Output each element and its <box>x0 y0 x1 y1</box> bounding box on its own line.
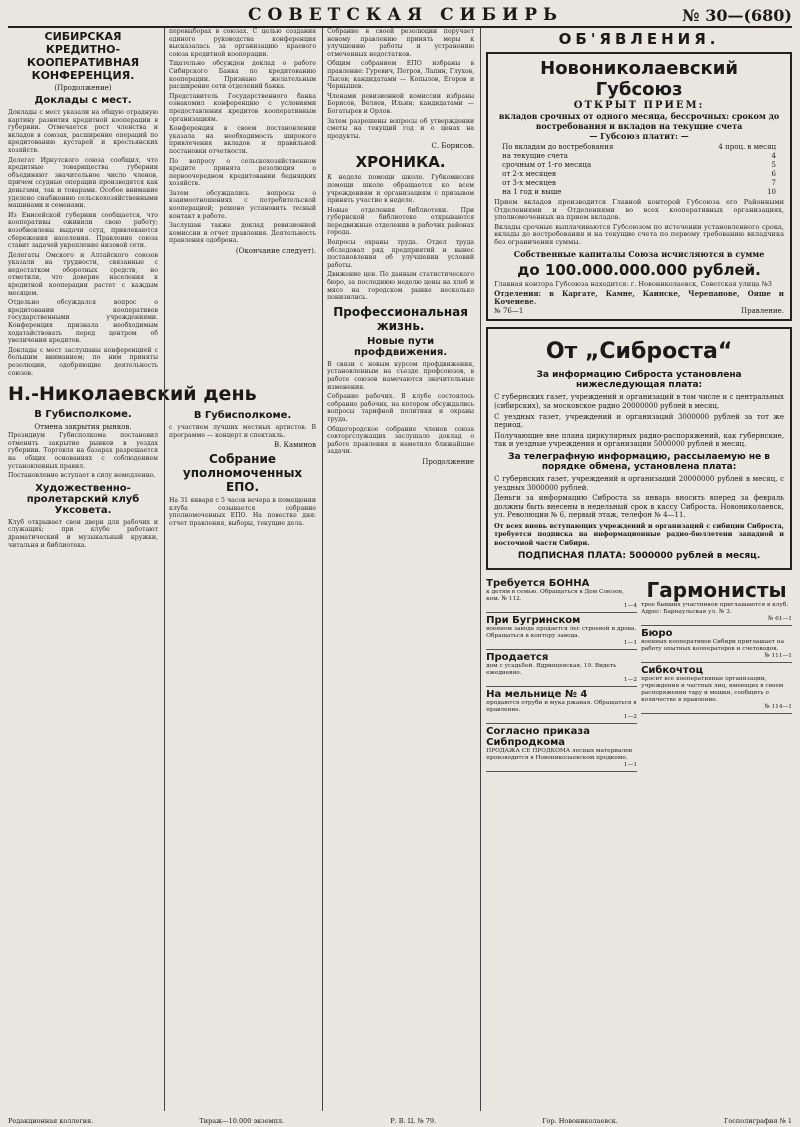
signature: С. Борисов. <box>431 142 475 151</box>
article-paragraph: Новые отделения библиотеки. При губернской библиотеке открываются передвижные отделения в рабочих районах города. <box>327 206 475 237</box>
rates-table <box>502 143 776 197</box>
ads-header: ОБ'ЯВЛЕНИЯ. <box>558 30 720 48</box>
sibrosta-paragraph: Деньги за информацию Сиброста за январь вносить вперед за февраль должны быть внесены в недельный срок в кассу Сиброста. Новониколаевск, ул. Революции № 6, первый этаж, телефон № 4—11. <box>494 494 784 520</box>
small-ad: На мельнице № 4 продаются отруби и мука ржаная. Обращаться в правление. 1—2 <box>486 687 637 724</box>
rate-row: от 2-х месяцев 6 <box>502 170 776 178</box>
article-paragraph: Конференция в своем постановлении указала на необходимость широкого привлечения вкладов и правильной постановки отчетности. <box>169 125 317 155</box>
open-notice: ОТКРЫТ ПРИЕМ: <box>573 100 705 111</box>
footer-city: Гор. Новониколаевск. <box>542 1117 618 1125</box>
article-paragraph: Членами ревизионной комиссии избраны Борисов, Веляев, Ильин; кандидатами — Богатырев и Орлов. <box>327 92 475 115</box>
section-heading: Художественно-пролетарский клуб Уксовета. <box>26 482 140 516</box>
small-ads-right <box>641 576 792 772</box>
city-day-headline: Н.-Николаевский день <box>8 383 257 406</box>
signature: В. Каминов <box>273 441 317 450</box>
article-paragraph: Отдельно обсуждался вопрос о кредитовании кооперативов государственными учреждениями. Конференция признала необходимым ходатайствовать перед центром об увеличении кредитов. <box>8 299 158 345</box>
article-paragraph: Тщательно обсужден доклад о работе Сибирского Банка по кредитованию кооперации. Признано желательным расширение сети отделений банка. <box>169 60 317 91</box>
sibrosta-paragraph: С уездных газет, учреждений и организаций 3000000 рублей за тот же период. <box>494 412 784 430</box>
article-paragraph: Клуб открывает свои двери для рабочих и служащих; при клубе работают драматический и музыкальный кружки, читальня и библиотека. <box>8 518 158 549</box>
article-paragraph: перевыборах в союзах. С целью создания единого руководства конференция высказалась за организацию краевого союза кредитной кооперации. <box>169 28 317 58</box>
subscription-price: ПОДПИСНАЯ ПЛАТА: 5000000 рублей в месяц. <box>517 550 761 561</box>
branches-list: Отделения: в Каргате, Камне, Каинске, Черепанове, Ояше и Кочеиеве. <box>494 289 784 306</box>
article-paragraph: с участием лучших местных артистов. В программе — концерт и спектакль. <box>169 424 317 439</box>
capital-amount: до 100.000.000.000 рублей. <box>517 260 761 279</box>
sibrosta-title: От „Сиброста“ <box>545 339 733 365</box>
small-ad: Продается дом с усадьбой. Ядринцевская, 19. Видеть ежедневно. 1—2 <box>486 650 637 687</box>
small-ad: Требуется БОННА к детям в семью. Обращаться в Дом Союзов, ком. № 112. 1—4 <box>486 576 637 613</box>
article-paragraph: Делегат Иркутского союза сообщил, что кредитные товарищества губернии объединяют значительное число членов, причем ссудные операции производятся как деньгами, так и товарами. Особое внимание уделено снабжению сельскохозяйственными машинами и семенами. <box>8 156 158 210</box>
small-ad: При Бугринском военном заводе продается лес строевой и дрова. Обращаться в контору завода. 1—1 <box>486 613 637 650</box>
pays-heading: — Губсоюз платит: — <box>589 131 689 141</box>
article-paragraph: Затем разрешены вопросы об утверждении сметы на текущий год и о ценах на продукты. <box>327 117 475 140</box>
article-paragraph: Заслушан также доклад ревизионной комиссии и отчет правления. Деятельность правления одобрена. <box>169 222 317 245</box>
payout-note: Вклады срочные выплачиваются Губсоюзом по истечении установленного срока, вклады до востребования и на текущие счета по первому требованию вкладчика без ограничения суммы. <box>494 222 784 246</box>
small-ad: Сибкочтоц просит все кооперативные организации, учреждения и частных лиц, имеющих в своем распоряжении тару и мешки, сообщить о количестве в правление. № 114—1 <box>641 663 792 714</box>
rate-row: срочным от 1-го месяца 5 <box>502 161 776 169</box>
sibrosta-heading: За телеграфную информацию, рассылаемую не в порядке обмена, установлена плата: <box>508 451 770 472</box>
footer-rvts: Р. В. Ц. № 79. <box>390 1117 437 1125</box>
sibrosta-paragraph: Получающие вне плана циркулярных радио-распоряжений, как губернские, так и уездные учреждения и организации 5000000 рублей в месяц. <box>494 431 784 449</box>
sibrosta-paragraph: С губернских газет, учреждений и организаций в том числе и с центральных (сибирских), за московское радио 20000000 рублей в месяц. <box>494 393 784 410</box>
meeting-headline: Собрание уполномоченных ЕПО. <box>182 452 303 495</box>
small-ad: Гармонисты трое бывших участников приглашаются в клуб. Адрес: Барнаульская ул. № 3. № 61—1 <box>641 576 792 626</box>
article-paragraph: Доклады с мест заслушаны конференцией с большим вниманием; по ним приняты резолюции, одобряющие деятельность союзов. <box>8 346 158 377</box>
ad-number: № 76—1 <box>494 307 524 316</box>
ad-footer <box>494 307 784 315</box>
masthead-title: СОВЕТСКАЯ СИБИРЬ <box>248 5 564 25</box>
ads-column <box>480 28 792 1111</box>
section-subheading: Отмена закрытия рынков. <box>34 423 132 432</box>
conference-headline: СИБИРСКАЯ КРЕДИТНО-КООПЕРАТИВНАЯ КОНФЕРЕНЦИЯ. <box>26 30 140 82</box>
small-ad: Согласно приказа Сибпродкома ПРОДАЖА СЕ ПРОДКОМА лесных материалов производится в Новониколаевском продкоме. 1—1 <box>486 724 637 772</box>
union-life-headline: Профессиональная жизнь. <box>333 304 468 333</box>
masthead <box>8 4 792 28</box>
to-be-continued: (Окончание следует). <box>235 247 317 256</box>
rate-row: от 3-х месяцев 7 <box>502 179 776 187</box>
article-paragraph: Собрание в своей резолюции поручает новому правлению принять меры к улучшению работы и устранению отмеченных недостатков. <box>327 28 475 58</box>
rate-row: на текущие счета 4 <box>502 152 776 160</box>
footer-typography: Госполиграфия № 1 <box>724 1117 792 1125</box>
article-paragraph: Президиум Губисполкома постановил отменить закрытие рынков в уездах губернии. Торговля на базарах разрешается на общих основаниях с соблюдением установленных правил. <box>8 432 158 470</box>
article-paragraph: Общегородское собрание членов союза совторгслужащих заслушало доклад о работе правления и наметило ближайшие задачи. <box>327 425 475 456</box>
ad-sign: Правление. <box>741 307 784 316</box>
article-paragraph: По вопросу о сельскохозяйственном кредите принята резолюция о первоочередном кредитовании бедняцких хозяйств. <box>169 157 317 188</box>
section-heading: Доклады с мест. <box>34 95 132 106</box>
spacer <box>169 257 316 407</box>
small-ad: Бюро военных кооперативов Сибири приглашает на работу опытных кооператоров и счетоводов. № 111—1 <box>641 626 792 663</box>
column-3 <box>322 28 474 1111</box>
article-paragraph: Постановление вступает в силу немедленно. <box>8 472 156 480</box>
article-paragraph: Представитель Государственного банка ознакомил конференцию с условиями предоставления кредитов кооперативным организациям. <box>169 92 317 123</box>
rate-row: на 1 год и выше 10 <box>502 188 776 196</box>
columns <box>8 28 792 1111</box>
page-footer <box>8 1117 792 1125</box>
small-ads-left <box>486 576 637 772</box>
footer-editor: Редакционная коллегия. <box>8 1117 94 1125</box>
gubsoyuz-ad <box>486 52 792 321</box>
head-office-address: Главная контора Губсоюза находится: г. Новониколаевск, Советская улица №3 <box>494 279 772 288</box>
rate-row: По вкладам до востребования 4 проц. в месяц <box>502 143 776 151</box>
article-paragraph: Доклады с мест указали на общую отрадную картину развития кредитной кооперации в губернии. Отмечается рост членства и вкладов в союзах, расширение операций по кредитованию кустарей и крестьянских хозяйств. <box>8 109 158 154</box>
continuation-mark: Продолжение <box>422 457 475 466</box>
sibrosta-paragraph: От всех вновь вступающих учреждений и организаций с сибиции Сиброста, требуется подписка на информационные радио-бюллетени западной и восточной части Сибири. <box>494 521 784 548</box>
article-paragraph: Общим собранием ЕПО избраны в правление: Гуревич, Петров, Лапин, Глухов, Лысов; кандидатами — Копылов, Егоров и Чернышев. <box>327 60 475 91</box>
section-heading: В Губисполкоме. <box>193 410 292 422</box>
chronicle-headline: ХРОНИКА. <box>355 153 446 172</box>
article-paragraph: На 31 января с 5 часов вечера в помещении клуба созывается собрание уполномоченных ЕПО. На повестке дня: отчет правления, выборы, текущие дела. <box>169 497 317 527</box>
sibrosta-paragraph: С губернских газет, учреждений и организаций 20000000 рублей в месяц, с уездных 3000000 рублей. <box>494 474 784 492</box>
continuation-note: (Продолжение) <box>54 84 112 92</box>
article-paragraph: К неделе помощи школе. Губкомиссия помощи школе обращается ко всем учреждениям и организациям с призывом принять участие в неделе. <box>327 174 475 205</box>
column-2 <box>164 28 316 1111</box>
article-paragraph: Из Енисейской губернии сообщается, что кооперативы оживили свою работу; возобновлены выдачи ссуд, привлекаются сбережения населения. Правление союза ставит задачей укрепление низовой сети. <box>8 211 158 250</box>
issue-number: № 30—(680) <box>682 5 792 25</box>
article-paragraph: Собрание рабочих. В клубе состоялось собрание рабочих, на котором обсуждались вопросы тарифной политики и охраны труда. <box>327 393 475 423</box>
section-subheading: Новые пути профдвижения. <box>354 335 448 358</box>
footer-print-run: Тираж—10.000 экземпл. <box>199 1117 285 1125</box>
own-capital-label: Собственные капиталы Союза исчисляются в сумме <box>513 248 765 259</box>
small-ads <box>486 576 792 772</box>
deposit-kinds: вкладов срочных от одного месяца, бессрочных: сроком до востребования и вкладов на текущие счета <box>498 111 780 131</box>
deposit-note: Прием вкладов производится Главной конторой Губсоюза его Районными Отделениями и Отделениями во всех кооперативных организациях, уполномоченных на прием вкладов. <box>494 198 784 222</box>
article-paragraph: Движение цен. По данным статистического бюро, за последнюю неделю цены на хлеб и мясо на городском рынке несколько понизились. <box>327 271 475 302</box>
sibrosta-ad <box>486 327 792 569</box>
article-paragraph: Затем обсуждались вопросы о взаимоотношениях с потребительской кооперацией; решено установить тесный контакт в работе. <box>169 189 317 220</box>
gubsoyuz-title: Новониколаевский Губсоюз <box>540 58 738 100</box>
article-paragraph: Вопросы охраны труда. Отдел труда обследовал ряд предприятий и вынес постановления об улучшении условий работы. <box>327 239 475 269</box>
sibrosta-heading: За информацию Сиброста установлена нижеследующая плата: <box>536 370 742 391</box>
article-paragraph: В связи с новым курсом профдвижения, установленным на съезде профсоюзов, в работе союзов намечаются значительные изменения. <box>327 360 475 391</box>
section-heading: В Губисполкоме. <box>34 409 132 421</box>
article-paragraph: Делегаты Омского и Алтайского союзов указали на трудности, связанные с недостатком оборотных средств, но отметили, что доверие населения к кредитной кооперации растет с каждым месяцем. <box>8 251 158 297</box>
